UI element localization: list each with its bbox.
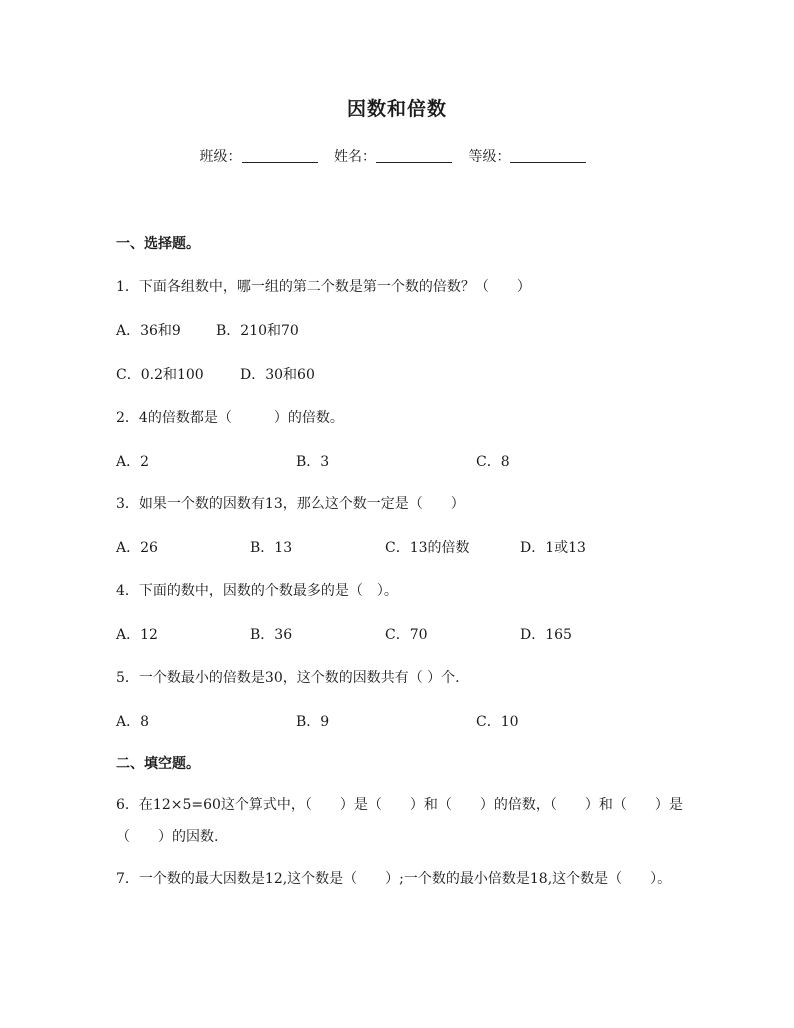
- class-label: 班级：: [199, 149, 242, 165]
- q3-option-c[interactable]: C．13的倍数: [385, 540, 470, 556]
- name-label: 姓名：: [334, 149, 376, 165]
- q4-option-b[interactable]: B．36: [250, 627, 293, 643]
- q1-option-d[interactable]: D．30和60: [240, 367, 315, 383]
- question-4: 4．下面的数中，因数的个数最多的是（ ）。: [116, 583, 398, 599]
- q4-option-d[interactable]: D．165: [520, 627, 572, 643]
- question-3: 3．如果一个数的因数有13，那么这个数一定是（ ）: [116, 496, 465, 512]
- grade-blank[interactable]: [510, 148, 586, 163]
- q2-option-b[interactable]: B．3: [296, 454, 330, 470]
- q3-option-b[interactable]: B．13: [250, 540, 293, 556]
- question-7: 7．一个数的最大因数是12,这个数是（ ）;一个数的最小倍数是18,这个数是（ ）。: [116, 871, 672, 887]
- q5-option-c[interactable]: C．10: [476, 714, 519, 730]
- q5-option-b[interactable]: B．9: [296, 714, 330, 730]
- q2-option-c[interactable]: C．8: [476, 454, 510, 470]
- question-5: 5．一个数最小的倍数是30，这个数的因数共有（ ）个.: [116, 670, 460, 686]
- name-blank[interactable]: [376, 148, 452, 163]
- question-2: 2．4的倍数都是（ ）的倍数。: [116, 410, 344, 426]
- q1-option-c[interactable]: C．0.2和100: [116, 367, 204, 383]
- question-6: 6．在12×5=60这个算式中，（ ）是（ ）和（ ）的倍数，（ ）和（ ）是（ ）的因数.: [116, 797, 683, 845]
- grade-label: 等级：: [468, 149, 511, 165]
- q1-option-a[interactable]: A．36和9: [116, 323, 181, 339]
- q5-option-a[interactable]: A．8: [116, 714, 150, 730]
- q1-option-b[interactable]: B．210和70: [216, 323, 299, 339]
- q4-option-a[interactable]: A．12: [116, 627, 158, 643]
- section-choice-heading: 一、选择题。: [116, 236, 200, 252]
- page-title: 因数和倍数: [346, 98, 447, 120]
- student-info-row: [0, 146, 794, 166]
- question-1: 1．下面各组数中，哪一组的第二个数是第一个数的倍数？（ ）: [116, 279, 531, 295]
- q4-option-c[interactable]: C．70: [385, 627, 428, 643]
- q2-option-a[interactable]: A．2: [116, 454, 150, 470]
- class-blank[interactable]: [242, 148, 318, 163]
- q3-option-a[interactable]: A．26: [116, 540, 158, 556]
- section-fill-heading: 二、填空题。: [116, 756, 200, 772]
- q3-option-d[interactable]: D．1或13: [520, 540, 586, 556]
